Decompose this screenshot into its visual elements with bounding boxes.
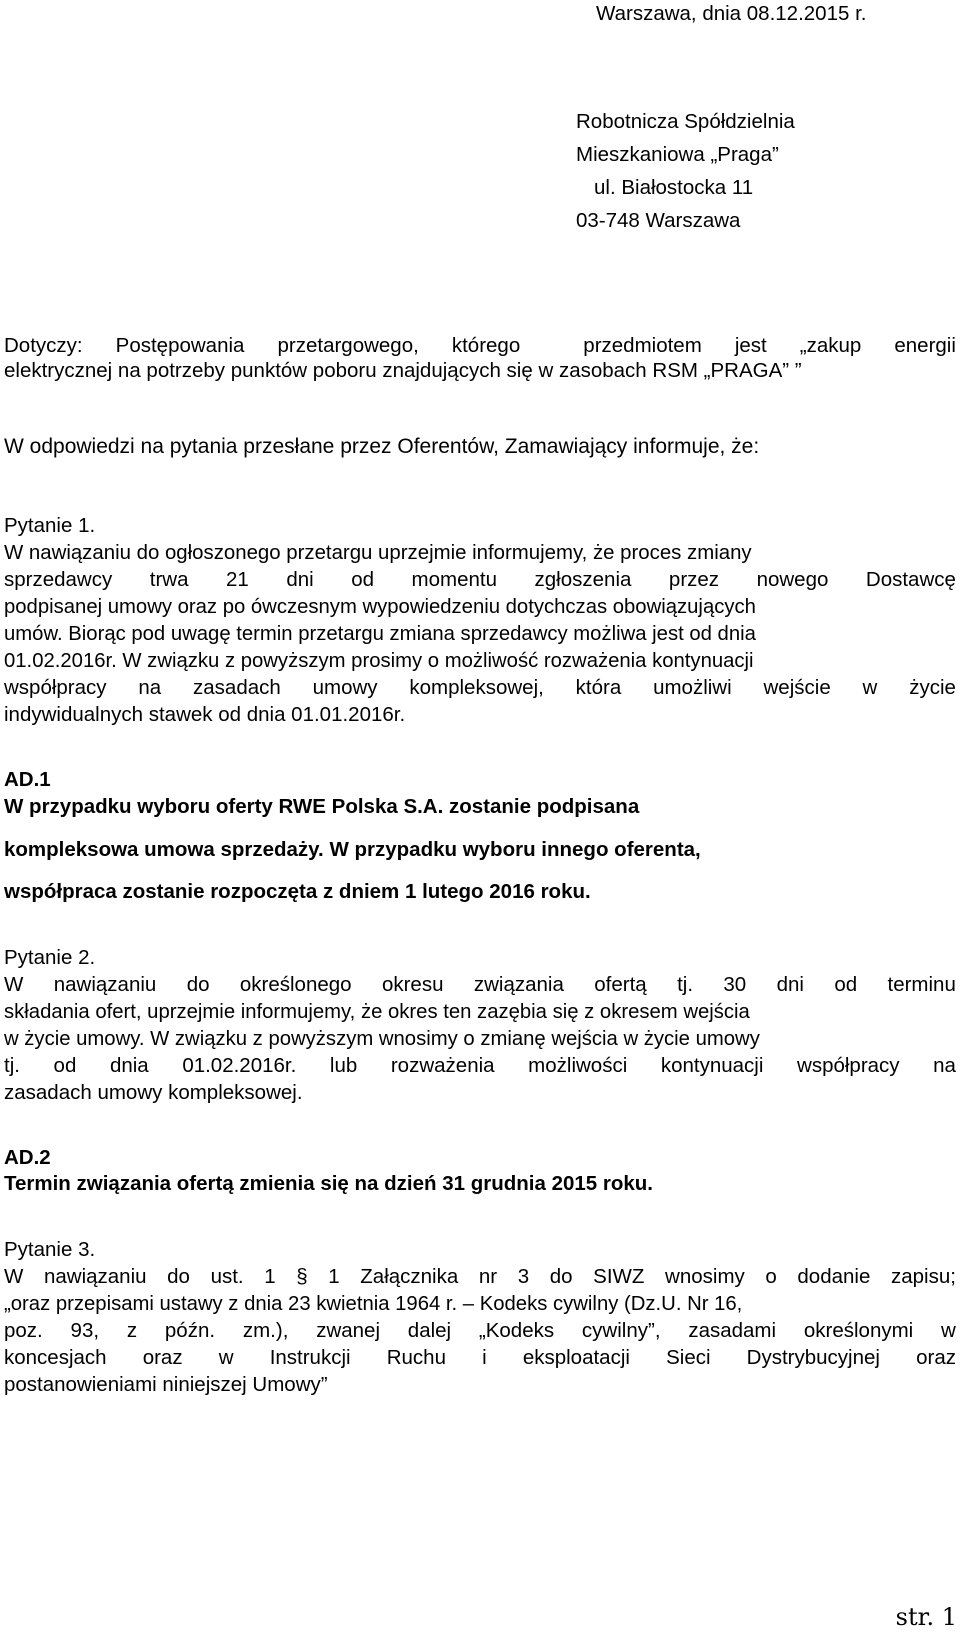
answer-1-line-1: W przypadku wyboru oferty RWE Polska S.A. zostanie podpisana [4, 795, 640, 818]
question-2-line-5: zasadach umowy kompleksowej. [4, 1081, 303, 1104]
document-date: Warszawa, dnia 08.12.2015 r. [596, 2, 867, 25]
intro-paragraph: W odpowiedzi na pytania przesłane przez Oferentów, Zamawiający informuje, że: [4, 435, 760, 458]
answer-1-line-3: współpraca zostanie rozpoczęta z dniem 1 lutego 2016 roku. [4, 880, 591, 903]
subject-line-2: elektrycznej na potrzeby punktów poboru znajdujących się w zasobach RSM „PRAGA” ” [4, 359, 802, 382]
question-3-line-4: koncesjach oraz w Instrukcji Ruchu i eksploatacji Sieci Dystrybucyjnej oraz [4, 1346, 956, 1369]
question-3-line-3: poz. 93, z późn. zm.), zwanej dalej „Kodeks cywilny”, zasadami określonymi w [4, 1319, 956, 1342]
page-number: str. 1 [895, 1603, 957, 1631]
question-3-line-5: postanowieniami niniejszej Umowy” [4, 1373, 328, 1396]
question-2-line-3: w życie umowy. W związku z powyższym wnosimy o zmianę wejścia w życie umowy [4, 1028, 760, 1050]
question-1-line-4: umów. Biorąc pod uwagę termin przetargu zmiana sprzedawcy możliwa jest od dnia [4, 623, 756, 645]
answer-2-heading: AD.2 [4, 1146, 51, 1169]
recipient-line-3: ul. Białostocka 11 [594, 176, 754, 199]
question-3-line-1: W nawiązaniu do ust. 1 § 1 Załącznika nr 3 do SIWZ wnosimy o dodanie zapisu; [4, 1265, 956, 1288]
question-2-line-2: składania ofert, uprzejmie informujemy, że okres ten zazębia się z okresem wejścia [4, 1001, 750, 1023]
question-2-heading: Pytanie 2. [4, 946, 96, 969]
recipient-line-4: 03-748 Warszawa [576, 209, 741, 232]
question-3-line-2: „oraz przepisami ustawy z dnia 23 kwietnia 1964 r. – Kodeks cywilny (Dz.U. Nr 16, [4, 1293, 743, 1315]
question-1-heading: Pytanie 1. [4, 514, 96, 537]
answer-1-line-2: kompleksowa umowa sprzedaży. W przypadku wyboru innego oferenta, [4, 838, 701, 861]
subject-line-1: Dotyczy: Postępowania przetargowego, którego przedmiotem jest „zakup energii [4, 334, 956, 357]
recipient-line-1: Robotnicza Spółdzielnia [576, 110, 795, 133]
answer-2-text: Termin związania ofertą zmienia się na dzień 31 grudnia 2015 roku. [4, 1172, 653, 1195]
question-1-line-2: sprzedawcy trwa 21 dni od momentu zgłoszenia przez nowego Dostawcę [4, 568, 956, 591]
answer-1-heading: AD.1 [4, 768, 51, 791]
question-2-line-4: tj. od dnia 01.02.2016r. lub rozważenia możliwości kontynuacji współpracy na [4, 1054, 956, 1077]
question-1-line-6: współpracy na zasadach umowy kompleksowej, która umożliwi wejście w życie [4, 676, 956, 699]
recipient-line-2: Mieszkaniowa „Praga” [576, 143, 779, 166]
question-2-line-1: W nawiązaniu do określonego okresu związania ofertą tj. 30 dni od terminu [4, 973, 956, 996]
question-1-line-7: indywidualnych stawek od dnia 01.01.2016r. [4, 703, 406, 726]
question-3-heading: Pytanie 3. [4, 1238, 96, 1261]
question-1-line-3: podpisanej umowy oraz po ówczesnym wypowiedzeniu dotychczas obowiązujących [4, 596, 756, 618]
question-1-line-1: W nawiązaniu do ogłoszonego przetargu uprzejmie informujemy, że proces zmiany [4, 542, 752, 564]
question-1-line-5: 01.02.2016r. W związku z powyższym prosimy o możliwość rozważenia kontynuacji [4, 650, 754, 672]
